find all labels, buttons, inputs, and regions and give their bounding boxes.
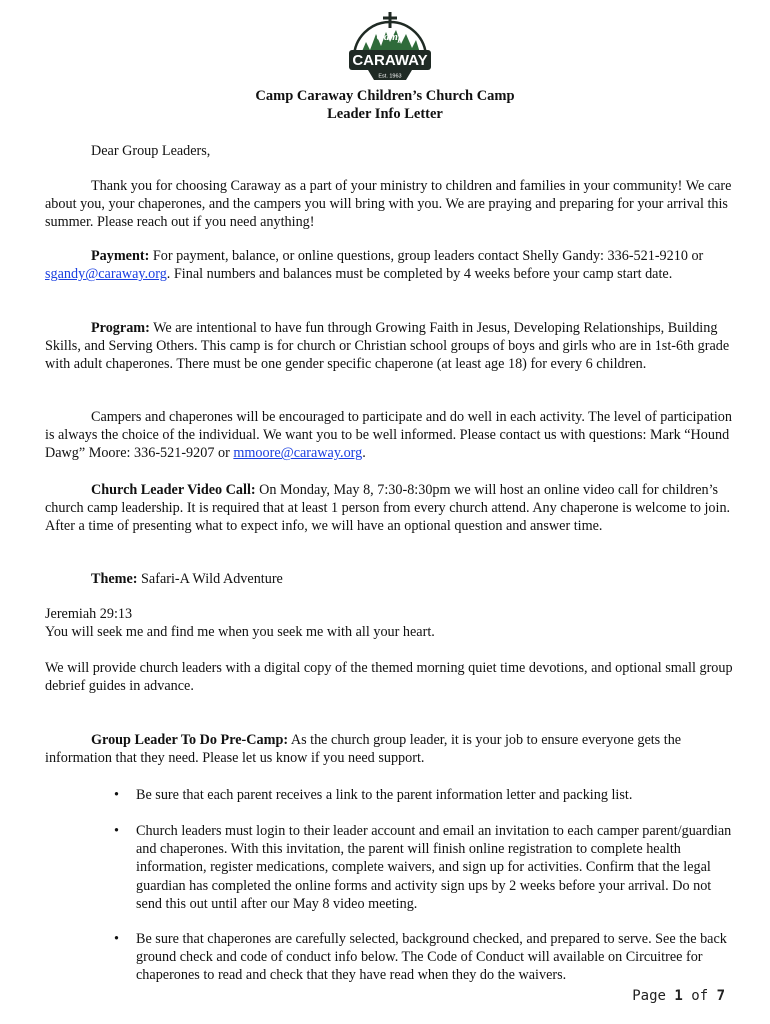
theme-label: Theme: [91,571,138,587]
letter-title: Camp Caraway Children’s Church Camp [255,88,515,104]
payment-text: For payment, balance, or online questions, group leaders contact Shelly Gandy: 336-521-9210 or [149,248,704,264]
video-call-paragraph [45,481,735,536]
of-word: of [691,988,709,1004]
payment-paragraph [45,247,735,283]
devotions-paragraph: We will provide church leaders with a digital copy of the themed morning quiet time devotions, and optional small group debrief guides in advance. [45,660,733,695]
list-item [92,786,732,804]
camp-caraway-logo [346,6,434,86]
bullet-icon: • [114,787,119,803]
salutation: Dear Group Leaders, [91,143,211,159]
video-call-label: Church Leader Video Call: [91,482,256,498]
list-item-text: Be sure that each parent receives a link to the parent information letter and packing list. [136,787,633,803]
todo-label: Group Leader To Do Pre-Camp: [91,732,289,748]
verse-text: You will seek me and find me when you seek me with all your heart. [45,624,435,640]
bullet-icon: • [114,931,119,947]
verse-reference: Jeremiah 29:13 [45,606,133,622]
payment-text-end: . Final numbers and balances must be completed by 4 weeks before your camp start date. [166,266,673,283]
payment-email-link[interactable]: sgandy@caraway.org [45,266,167,283]
campers-text: Campers and chaperones will be encouraged to participate and do well in each activity. The level of participation is always the choice of the individual. We want you to be well informed. Please contact us with questions: Mark “Hound Dawg” Moore: 336-521-9207 or [45,409,732,462]
program-text: We are intentional to have fun through Growing Faith in Jesus, Developing Relationships, Building Skills, and Serving Others. This camp is for church or Christian school groups of boys and girls who are in 1st-6th grade with adult chaperones. There must be one gender specific chaperone (at least age 18) for every 6 children. [45,320,730,373]
campers-paragraph [45,408,735,463]
program-label: Program: [91,320,150,336]
theme-paragraph [45,570,735,588]
campers-email-link[interactable]: mmoore@caraway.org [233,445,363,462]
todo-text: As the church group leader, it is your job to ensure everyone gets the information that they need. Please let us know if you need support. [45,732,682,767]
program-paragraph [45,319,735,374]
list-item [92,930,732,985]
list-item-text: Be sure that chaperones are carefully selected, background checked, and prepared to serve. See the back ground check and code of conduct info below. The Code of Conduct will available on Circuitree for chaperones to read and check that they have read when they do the waivers. [136,931,727,984]
video-call-text: On Monday, May 8, 7:30-8:30pm we will host an online video call for children’s church camp leadership. It is required that at least 1 person from every church attend. Any chaperone is welcome to join. After a time of presenting what to expect info, we will have an optional question and answer time. [45,482,731,535]
list-item-text: Church leaders must login to their leader account and email an invitation to each camper parent/guardian and chaperones. With this invitation, the parent will finish online registration to complete health information, register medications, complete waivers, and sign up for activities. Confirm that the legal guardian has completed the online forms and activity sign ups by 2 weeks before your arrival. Do not send this out until after our May 8 video meeting. [136,823,732,912]
letter-subtitle: Leader Info Letter [327,106,443,122]
bullet-icon: • [114,823,119,839]
total-pages: 7 [716,988,725,1004]
logo-word-camp: Camp [376,31,404,43]
payment-label: Payment: [91,248,150,264]
intro-paragraph: Thank you for choosing Caraway as a part of your ministry to children and families in your community! We care about you, your chaperones, and the campers you will bring with you. We are praying and preparing for your arrival this summer. Please reach out if you need anything! [45,178,732,231]
logo-est: Est. 1963 [378,73,402,80]
list-item [92,822,732,913]
logo-word-caraway: CARAWAY [352,52,428,69]
campers-text-end: . [362,445,366,462]
todo-paragraph [45,731,735,767]
page-word: Page [632,988,666,1004]
page-number-footer [632,988,725,1004]
theme-text: Safari-A Wild Adventure [137,571,283,587]
current-page: 1 [674,988,683,1004]
